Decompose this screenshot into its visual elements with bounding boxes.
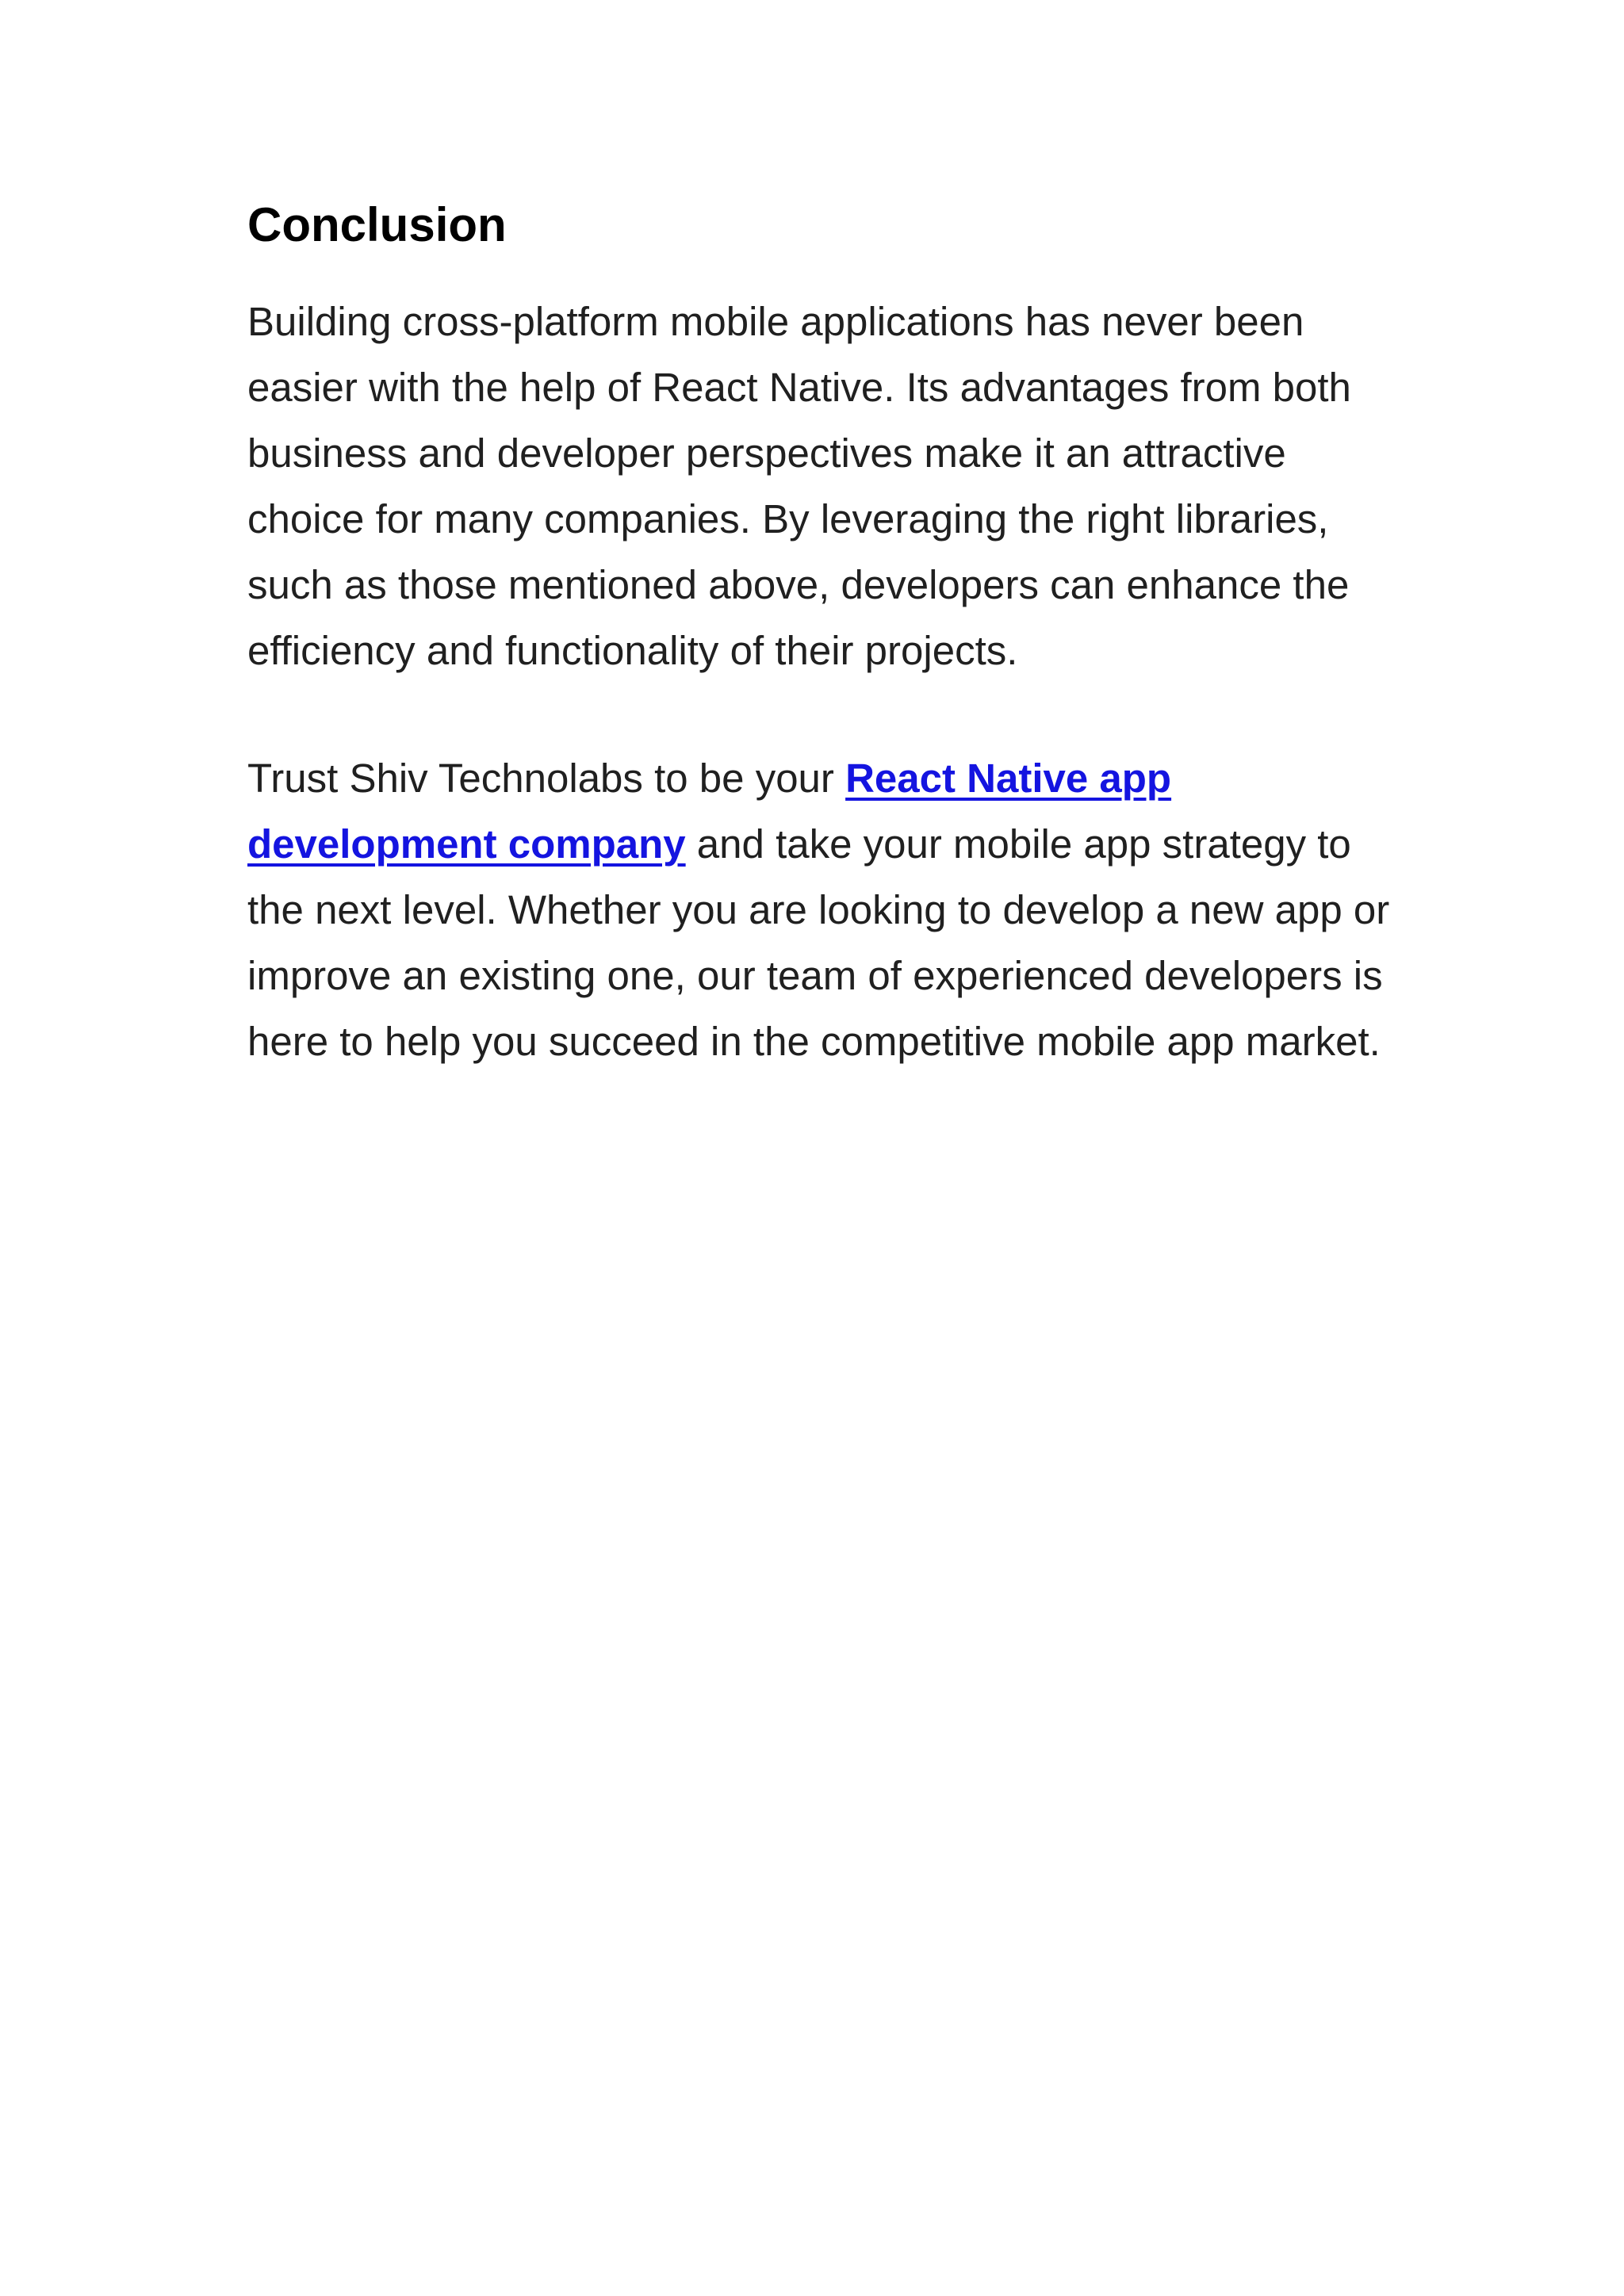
conclusion-paragraph-1: Building cross-platform mobile applications has never been easier with the help of React Native. Its advantages from both business and developer perspectives make it an attractive choice for many companies. By leveraging the right libraries, such as those mentioned above, developers can enhance the efficiency and functionality of their projects. (247, 299, 1351, 673)
section-heading: Conclusion (247, 198, 507, 251)
document-content (247, 192, 1413, 1074)
react-native-company-link[interactable]: React Native app development company (247, 756, 1172, 867)
paragraph-2-intro-text: Trust Shiv Technolabs to be your (247, 756, 846, 801)
paragraph-2-rest-text: and take your mobile app strategy to the next level. Whether you are looking to develop a new app or improve an existing one, our team of experienced developers is here to help you succeed in the competitive mobile app market. (247, 821, 1390, 1064)
conclusion-paragraph-2 (247, 745, 1413, 1074)
